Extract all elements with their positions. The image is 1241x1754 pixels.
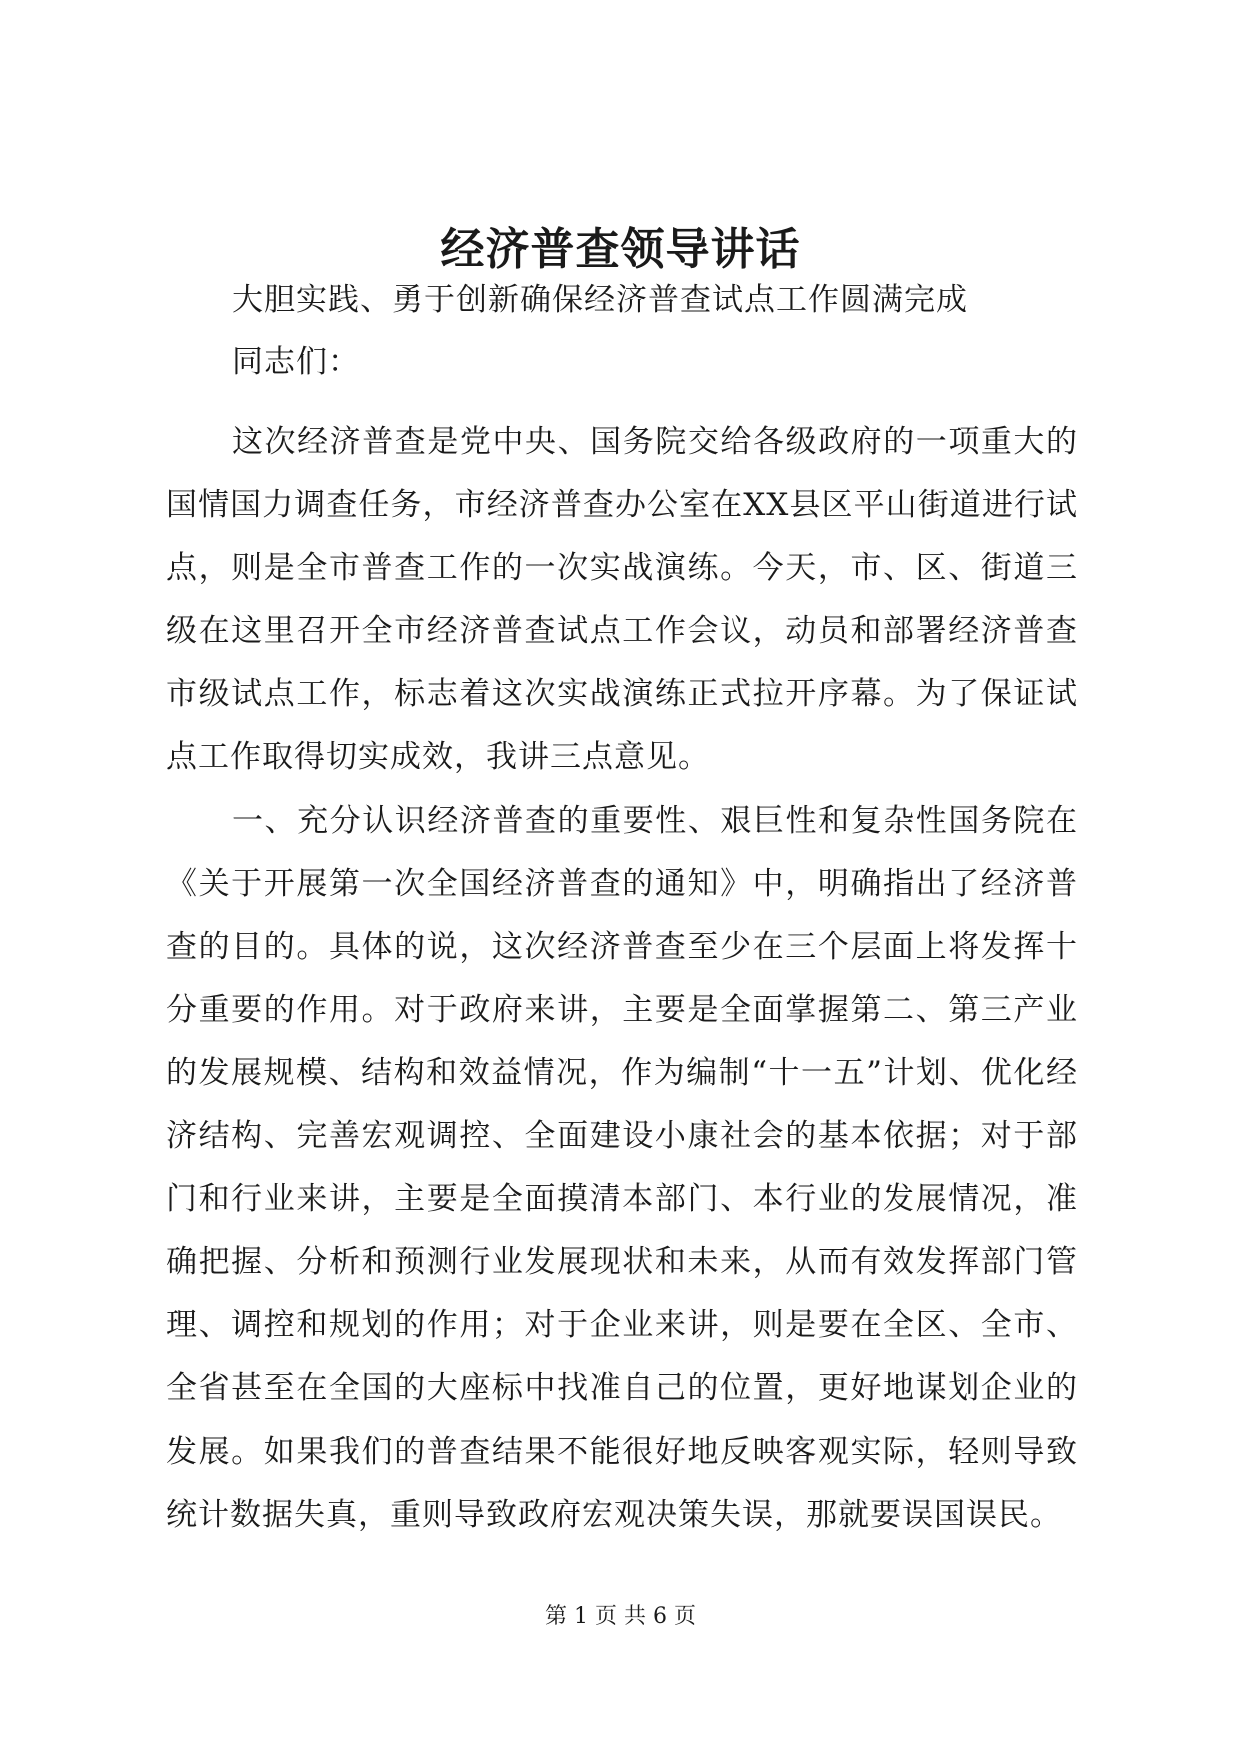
paragraph-section-one: 一、充分认识经济普查的重要性、艰巨性和复杂性国务院在《关于开展第一次全国经济普查的通知》中，明确指出了经济普查的目的。具体的说，这次经济普查至少在三个层面上将发挥十分重要的作用。对于政府来讲，主要是全面掌握第二、第三产业的发展规模、结构和效益情况，作为编制“十一五”计划、优化经济结构、完善宏观调控、全面建设小康社会的基本依据；对于部门和行业来讲，主要是全面摸清本部门、本行业的发展情况，准确把握、分析和预测行业发展现状和未来，从而有效发挥部门管理、调控和规划的作用；对于企业来讲，则是要在全区、全市、全省甚至在全国的大座标中找准自己的位置，更好地谋划企业的发展。如果我们的普查结果不能很好地反映客观实际，轻则导致统计数据失真，重则导致政府宏观决策失误，那就要误国误民。 (166, 802, 1078, 1533)
document-body (166, 411, 1078, 1547)
document-title: 经济普查领导讲话 (440, 224, 801, 275)
document-subtitle: 大胆实践、勇于创新确保经济普查试点工作圆满完成 (232, 282, 968, 318)
page-footer: 第 1 页 共 6 页 (545, 1604, 696, 1629)
salutation: 同志们： (232, 344, 360, 380)
paragraph-intro: 这次经济普查是党中央、国务院交给各级政府的一项重大的国情国力调查任务，市经济普查办公室在XX县区平山街道进行试点，则是全市普查工作的一次实战演练。今天，市、区、街道三级在这里召开全市经济普查试点工作会议，动员和部署经济普查市级试点工作，标志着这次实战演练正式拉开序幕。为了保证试点工作取得切实成效，我讲三点意见。 (166, 424, 1078, 776)
